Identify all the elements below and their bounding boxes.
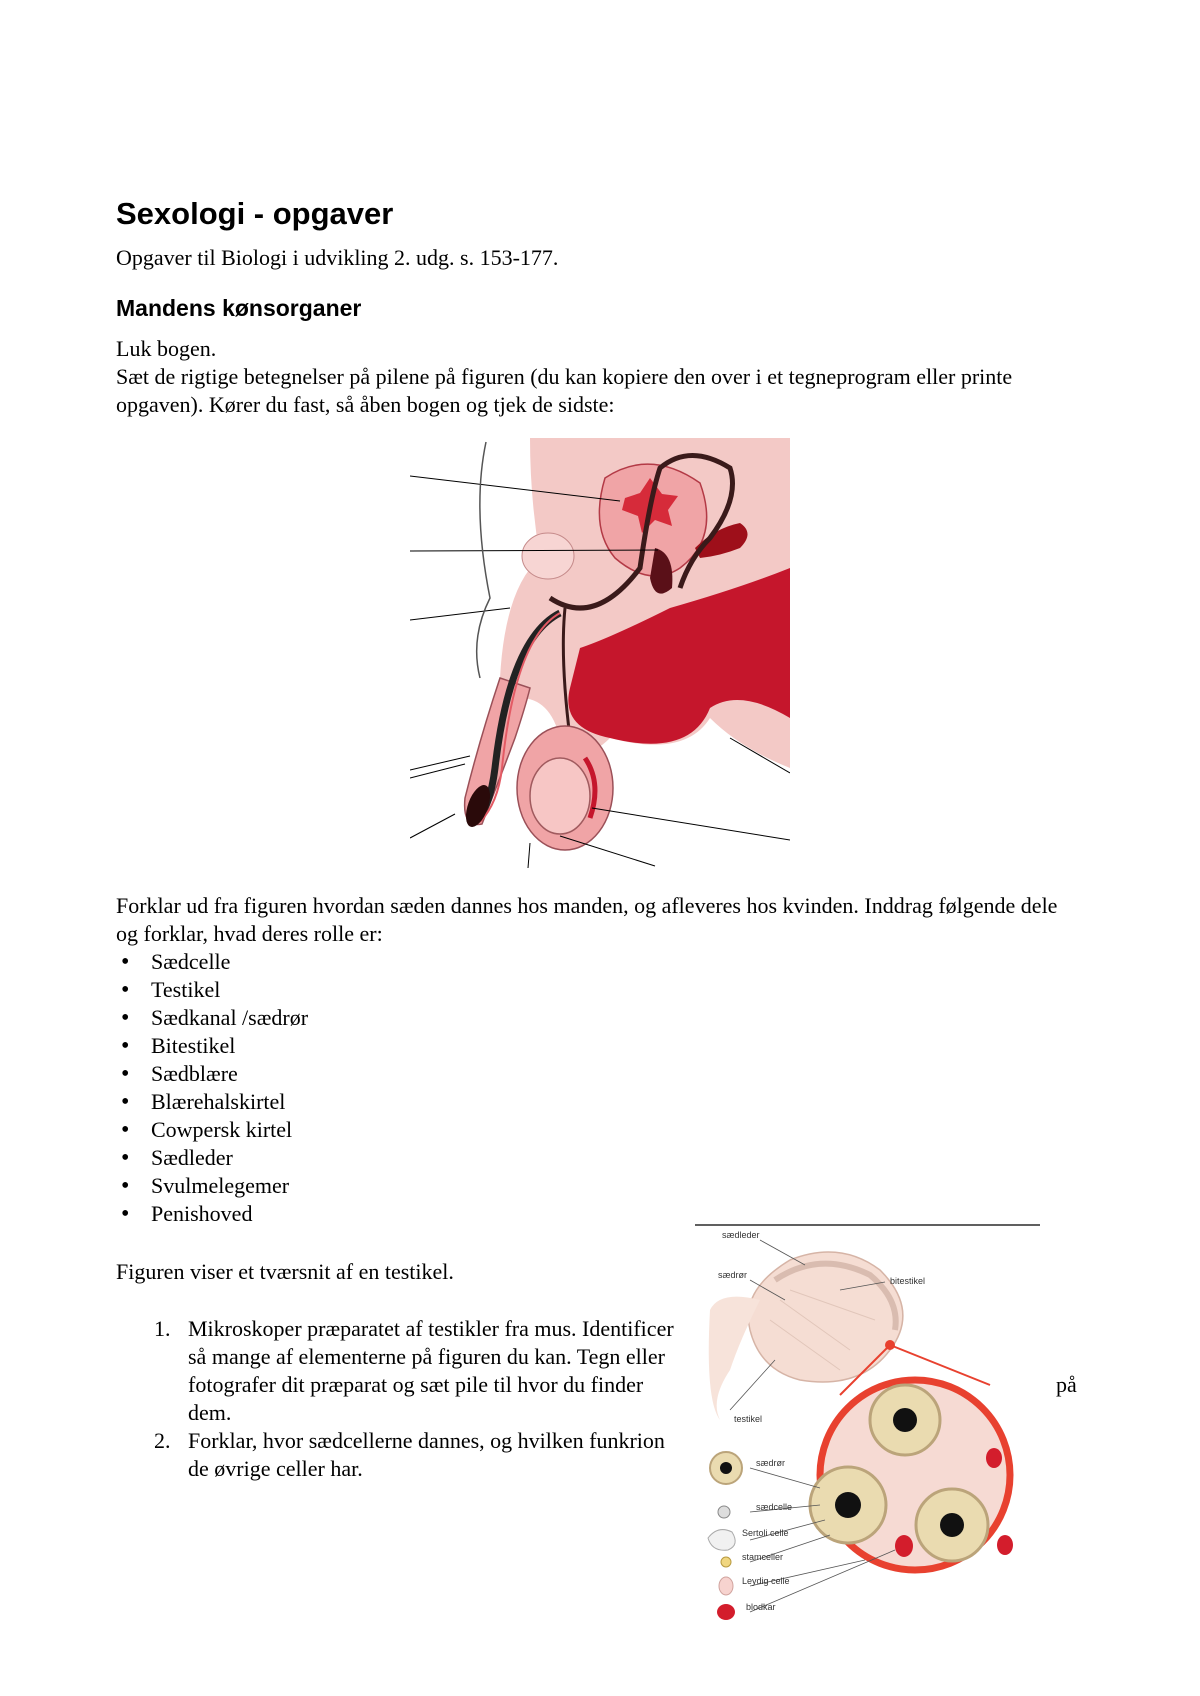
legend-leydig-celle: Leydig celle [742,1576,790,1586]
list-item: • Sædcelle [116,948,308,976]
list-item: • Sædkanal /sædrør [116,1004,308,1032]
list-item: • Testikel [116,976,308,1004]
label-testikel: testikel [734,1414,763,1424]
task-item [154,1427,674,1483]
label-saedleder: sædleder [722,1230,760,1240]
label-saedror: sædrør [718,1270,747,1280]
list-item: • Bitestikel [116,1032,308,1060]
intro-line-1: Luk bogen. [116,336,217,361]
section-heading: Mandens kønsorganer [116,295,362,321]
list-item: • Cowpersk kirtel [116,1116,308,1144]
testis-cross-section-figure [690,1220,1040,1625]
organ-list [116,948,308,1228]
stray-text: på [1056,1372,1077,1397]
legend-blodkar: blodkar [746,1602,776,1612]
list-item: • Sædblære [116,1060,308,1088]
intro-paragraph [116,335,1076,419]
list-item: • Penishoved [116,1200,308,1228]
task-list [154,1315,674,1483]
legend-stamceller: stamceller [742,1552,784,1562]
legend-saedcelle: sædcelle [756,1502,793,1512]
list-item: • Svulmelegemer [116,1172,308,1200]
label-bitestikel: bitestikel [890,1276,926,1286]
task-text: Mikroskoper præparatet af testikler fra mus. Identificer så mange af elementerne på figuren du kan. Tegn eller fotografer dit præparat og sæt pile til hvor du finder dem. [188,1316,674,1425]
legend-sertoli-celle: Sertoli celle [742,1528,789,1538]
subtitle: Opgaver til Biologi i udvikling 2. udg. s. 153-177. [116,245,559,270]
intro-line-2: Sæt de rigtige betegnelser på pilene på figuren (du kan kopiere den over i et tegneprogram eller printe opgaven). Kører du fast, så åben bogen og tjek de sidste: [116,364,1013,417]
testikel-intro: Figuren viser et tværsnit af en testikel. [116,1259,454,1284]
legend-saedror: sædrør [756,1458,785,1468]
list-item: • Sædleder [116,1144,308,1172]
page-title: Sexologi - opgaver [116,196,394,231]
list-item: • Blærehalskirtel [116,1088,308,1116]
task-item [154,1315,674,1427]
explain-paragraph: Forklar ud fra figuren hvordan sæden dannes hos manden, og afleveres hos kvinden. Inddrag følgende dele og forklar, hvad deres rolle er: [116,893,1058,946]
task-number: 2. [154,1428,171,1453]
task-number: 1. [154,1316,171,1341]
male-anatomy-figure [410,438,790,878]
task-text: Forklar, hvor sædcellerne dannes, og hvilken funkrion de øvrige celler har. [188,1428,665,1481]
